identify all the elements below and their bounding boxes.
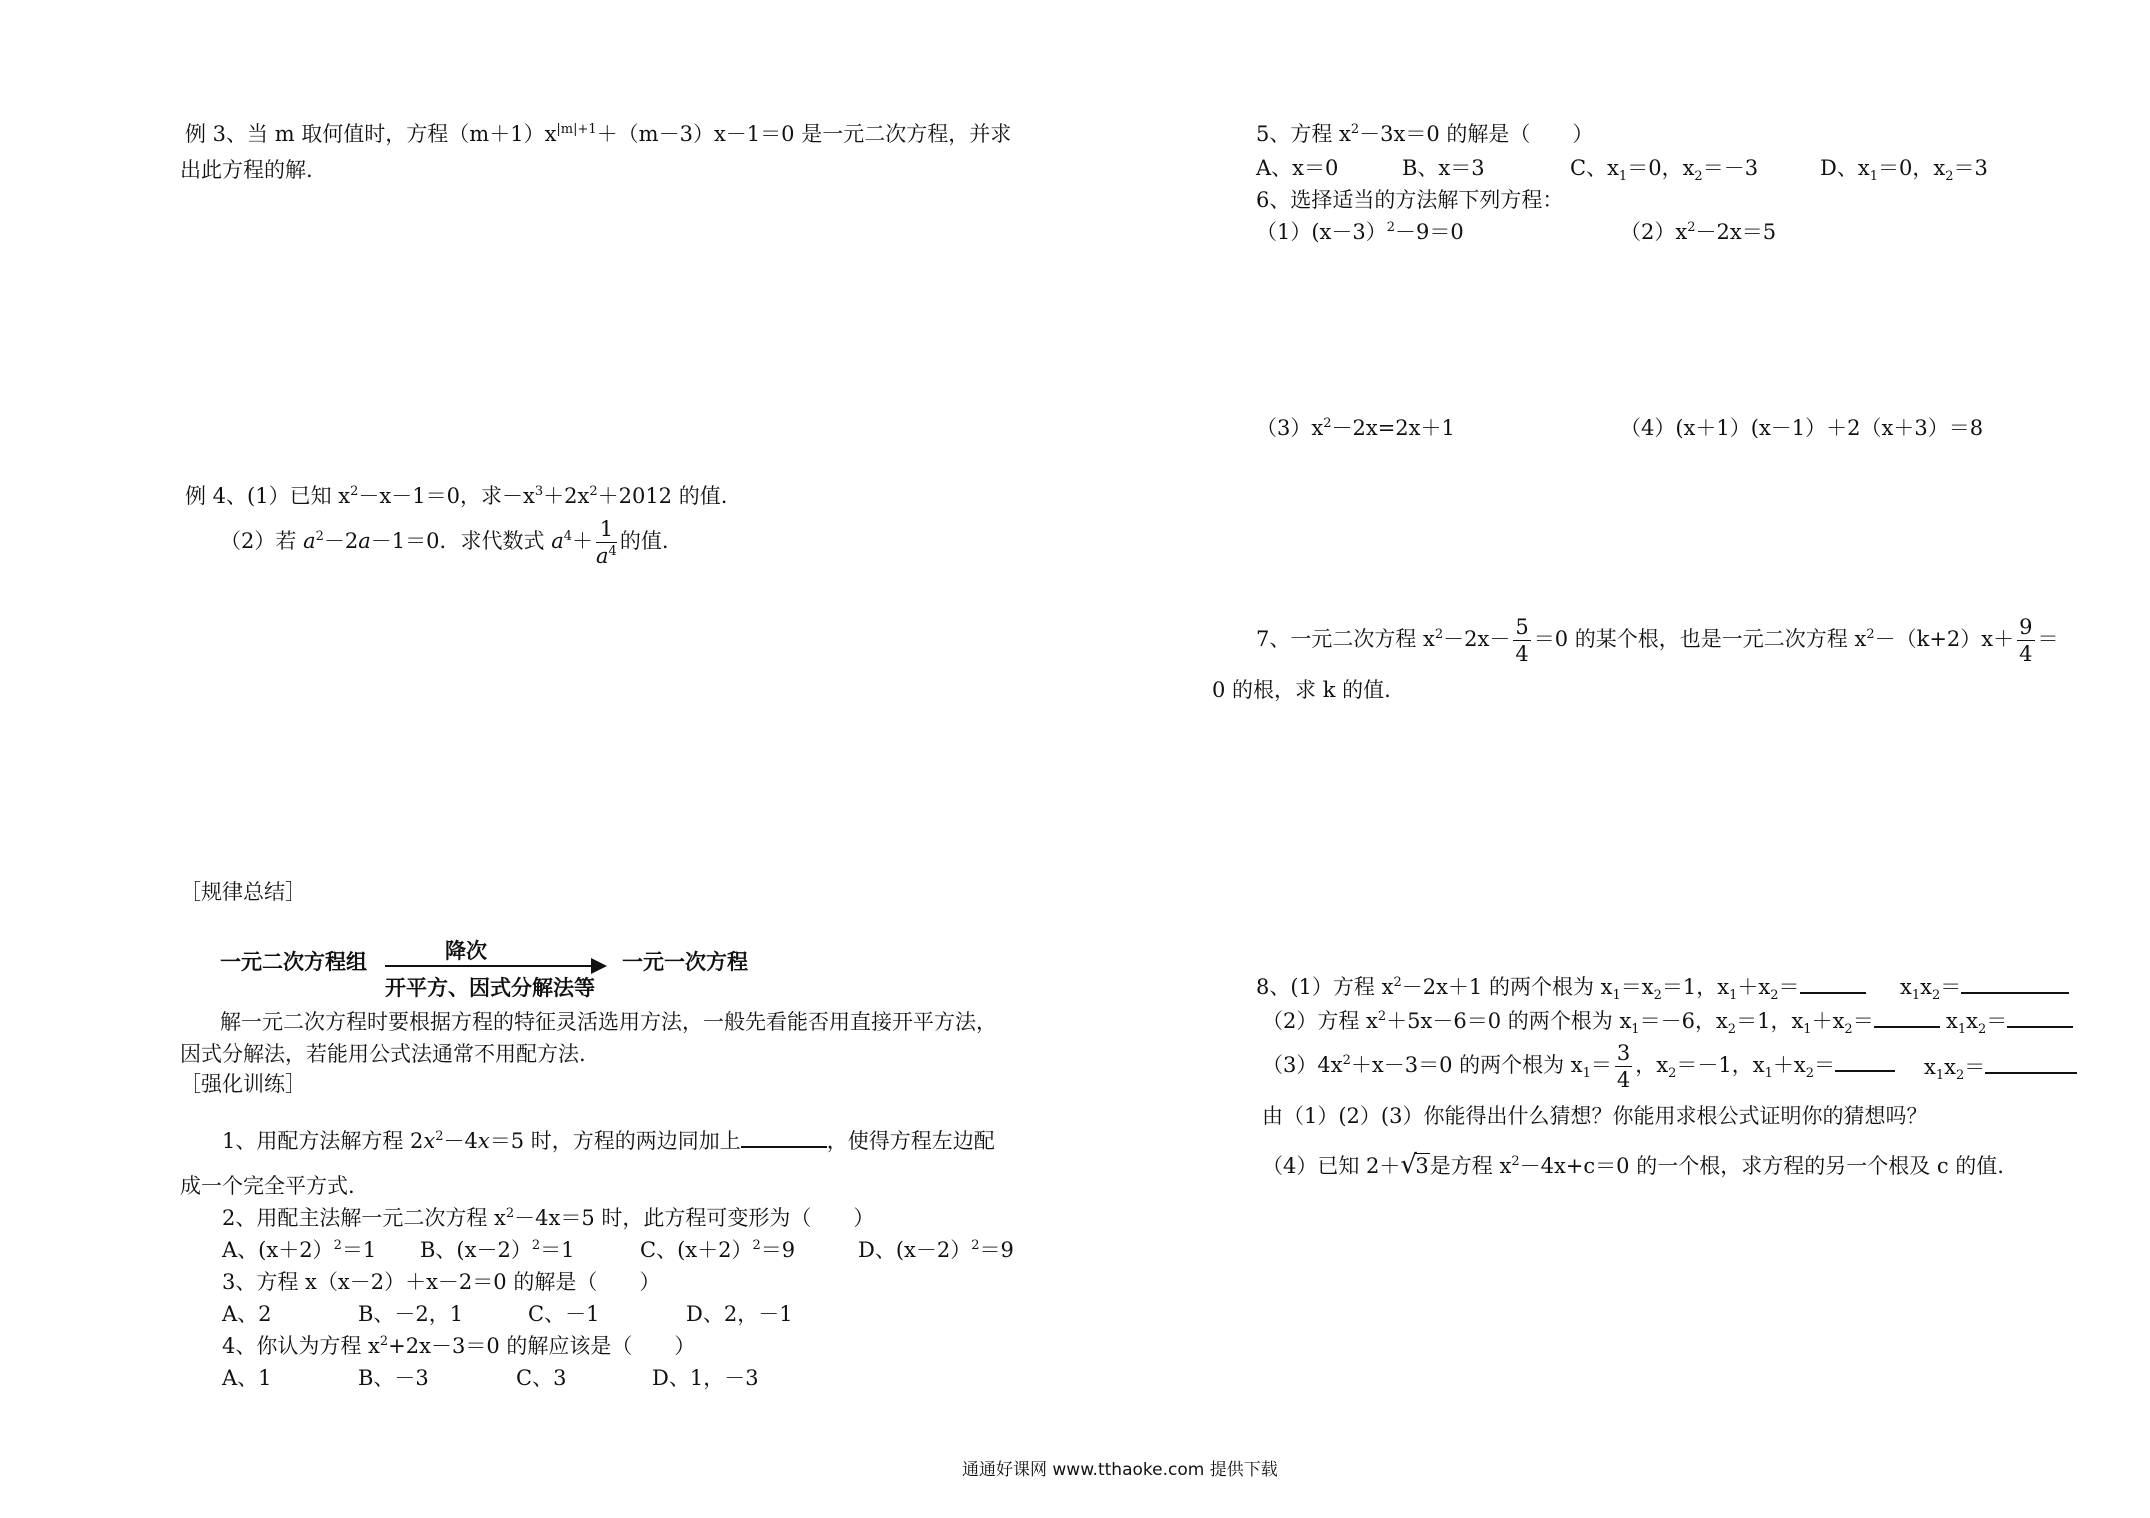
question-3-option-b: B、－2，1 xyxy=(358,1302,464,1326)
footer-credit: 通通好课网 www.tthaoke.com 提供下载 xyxy=(962,1460,1278,1480)
question-3-option-d: D、2，－1 xyxy=(686,1302,793,1326)
sum-blank-2[interactable] xyxy=(1874,1008,1940,1028)
question-4-option-d: D、1，－3 xyxy=(652,1366,759,1390)
summary-paragraph-1: 解一元二次方程时要根据方程的特征灵活选用方法，一般先看能否用直接开平方法， xyxy=(220,1010,997,1034)
sum-blank-3[interactable] xyxy=(1835,1052,1895,1072)
training-heading: ［强化训练］ xyxy=(180,1072,306,1096)
example-4-part-1: 例 4、(1）已知 $x^2-x-1=0$，求$-x^3+2x^2+2012$ 的值. xyxy=(185,484,728,508)
answer-blank[interactable] xyxy=(741,1128,827,1148)
question-8-guess: 由（1）(2）(3）你能得出什么猜想？你能用求根公式证明你的猜想吗？ xyxy=(1262,1104,1928,1128)
flow-arrow xyxy=(385,935,610,999)
flow-bottom-label: 开平方、因式分解法等 xyxy=(385,976,595,1000)
question-8-part-2-product: $x_1x_2=$ xyxy=(1946,1008,2073,1032)
question-4-option-b: B、－3 xyxy=(358,1366,429,1390)
arrow-line xyxy=(385,965,595,967)
question-5-option-c: C、$x_1=0$，$x_2=-3$ xyxy=(1570,156,1759,185)
example-3-line-2: 出此方程的解. xyxy=(180,158,313,182)
fraction-one-over-a4: $\frac{1}{a^4}$ xyxy=(596,517,617,569)
question-2-option-a: A、(x＋2）$^2$＝1 xyxy=(222,1238,377,1262)
question-1-line-2: 成一个完全平方式. xyxy=(180,1174,355,1198)
question-8-part-1-product: $x_1x_2=$ xyxy=(1900,974,2069,998)
question-2-option-c: C、(x＋2）$^2$＝9 xyxy=(640,1238,796,1262)
question-7-line-1: 7、一元二次方程 $x^2-2x-$ $\frac{5}{4}$ ＝0 的某个根，也是一元二次方程 $x^2-(k+2)x+$ $\frac{9}{4}$ ＝ xyxy=(1256,615,2059,667)
question-7-line-2: 0 的根，求 k 的值. xyxy=(1212,678,1391,702)
question-4: 4、你认为方程 $x^2+2x-3=0$ 的解应该是（ ） xyxy=(222,1334,696,1358)
question-6-part-4: （4）(x＋1）(x－1）＋2（x＋3）＝8 xyxy=(1620,416,1984,440)
question-5: 5、方程 $x^2-3x=0$ 的解是（ ） xyxy=(1256,122,1594,146)
flow-top-label: 降次 xyxy=(445,939,487,963)
fraction-three-fourths: $\frac{3}{4}$ xyxy=(1616,1041,1631,1093)
question-8-part-3-product: $x_1x_2=$ xyxy=(1924,1054,2077,1078)
question-6-part-1: （1）(x－3）$^2$－9＝0 xyxy=(1256,220,1464,244)
question-8-part-1: 8、(1）方程 $x^2-2x+1$ 的两个根为 $x_1=x_2=1$，$x_1+x_2=$ xyxy=(1256,974,1866,998)
fraction-five-fourths: $\frac{5}{4}$ xyxy=(1515,615,1529,667)
summary-heading: ［规律总结］ xyxy=(180,880,306,904)
example-4-part-2: （2）若 $a^2-2a-1=0$．求代数式 $a^4+$ $\frac{1}{a^4}$ 的值. xyxy=(220,517,669,569)
question-6-part-3: $(3)x^2-2x=2x+1$ xyxy=(1256,416,1455,440)
square-root-three: √ 3 xyxy=(1400,1150,1429,1180)
flow-left-label: 一元二次方程组 xyxy=(220,950,367,974)
question-6: 6、选择适当的方法解下列方程： xyxy=(1256,188,1564,212)
question-4-option-c: C、3 xyxy=(516,1366,567,1390)
question-5-option-a: A、x＝0 xyxy=(1256,156,1339,180)
question-2-option-d: D、(x－2）$^2$＝9 xyxy=(858,1238,1014,1262)
question-2-option-b: B、(x－2）$^2$＝1 xyxy=(420,1238,575,1262)
question-3-option-c: C、－1 xyxy=(528,1302,600,1326)
question-6-part-2: $(2)x^2-2x=5$ xyxy=(1620,220,1777,244)
radical-icon: √ xyxy=(1400,1150,1417,1180)
sum-blank-1[interactable] xyxy=(1800,974,1866,994)
question-3-option-a: A、2 xyxy=(222,1302,272,1326)
fraction-nine-fourths: $\frac{9}{4}$ xyxy=(2019,615,2033,667)
product-blank-3[interactable] xyxy=(1985,1054,2077,1074)
question-4-option-a: A、1 xyxy=(222,1366,272,1390)
question-8-part-2: （2）方程 $x^2+5x-6=0$ 的两个根为 $x_1=-6$，$x_2=1$，$x_1+x_2=$ xyxy=(1262,1008,1940,1032)
flow-right-label: 一元一次方程 xyxy=(622,950,748,974)
product-blank-2[interactable] xyxy=(2007,1008,2073,1028)
question-2: 2、用配主法解一元二次方程 $x^2-4x=5$ 时，此方程可变形为（ ） xyxy=(222,1206,875,1230)
question-5-option-d: D、$x_1=0$，$x_2=3$ xyxy=(1820,156,1988,185)
question-1-line-1: 1、用配方法解方程 $2x^2-4x=5$ 时，方程的两边同加上 ，使得方程左边配 xyxy=(222,1129,995,1153)
product-blank-1[interactable] xyxy=(1961,974,2069,994)
question-3: 3、方程 x（x－2）＋x－2＝0 的解是（ ） xyxy=(222,1270,661,1294)
question-5-option-b: B、x＝3 xyxy=(1402,156,1485,180)
example-3-line-1: 例 3、当 m 取何值时，方程$(m+1)x^{|m|+1}+(m-3)x-1=0$ 是一元二次方程，并求 xyxy=(185,122,1012,146)
summary-paragraph-2: 因式分解法，若能用公式法通常不用配方法. xyxy=(180,1042,586,1066)
question-8-part-4: （4）已知 2＋ √ 3是方程 $x^2-4x+c=0$ 的一个根，求方程的另一个根及 c 的值. xyxy=(1262,1150,2004,1180)
question-8-part-3: $(3)4x^2+x-3=0$ 的两个根为 $x_1=$ $\frac{3}{4}$ ，$x_2=-1$，$x_1+x_2=$ xyxy=(1262,1042,1895,1091)
